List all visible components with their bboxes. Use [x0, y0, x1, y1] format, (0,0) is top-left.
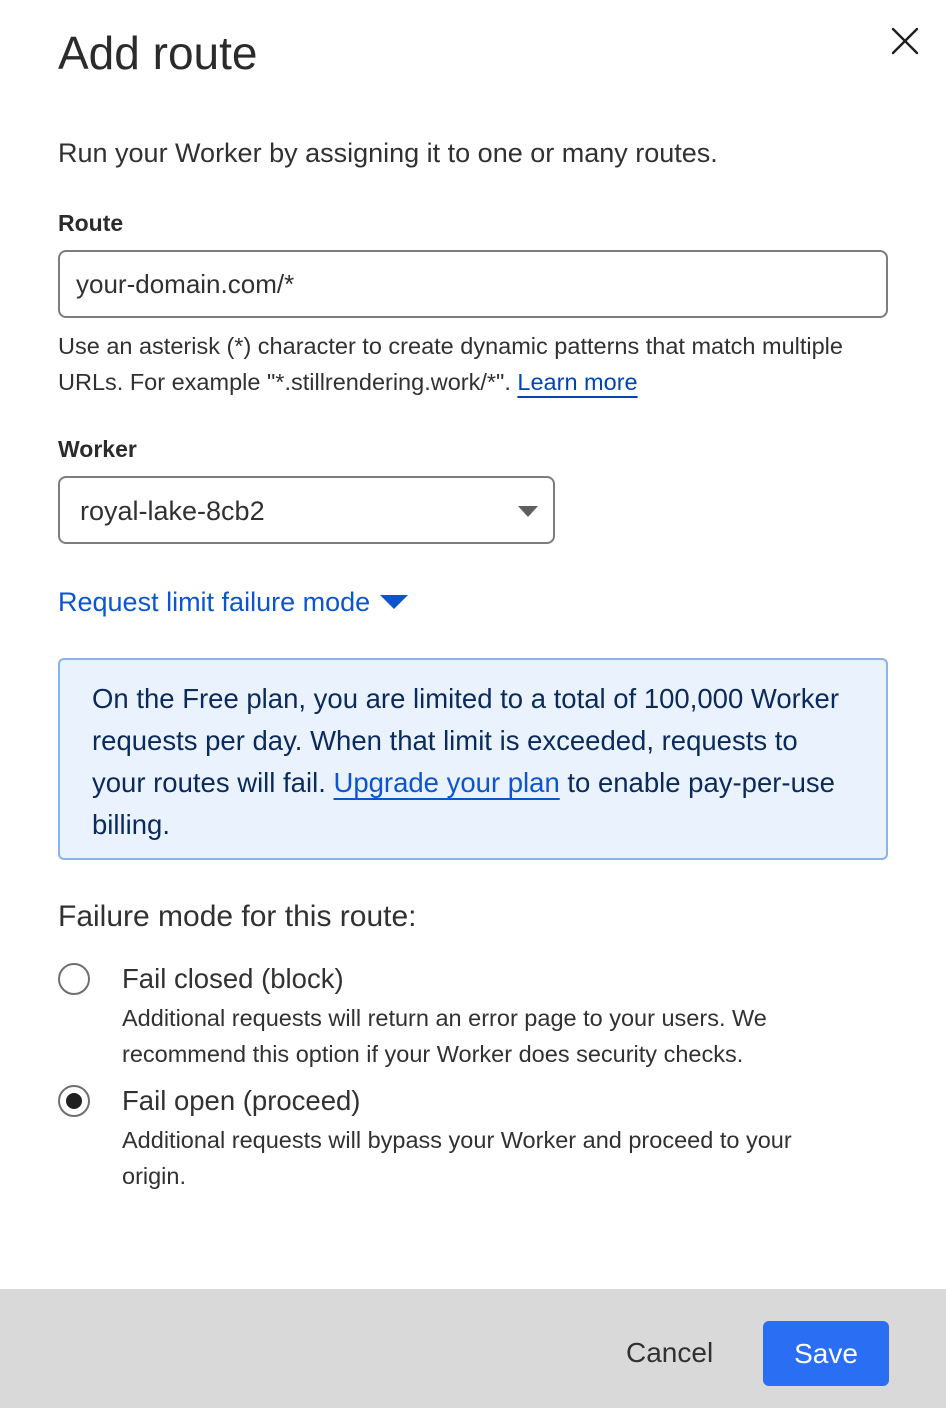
route-hint	[58, 328, 888, 400]
fail-open-radio[interactable]	[58, 1085, 90, 1117]
failure-mode-heading: Failure mode for this route:	[58, 900, 417, 933]
fail-open-label: Fail open (proceed)	[122, 1085, 361, 1116]
free-plan-info-box	[58, 658, 888, 860]
worker-select-value: royal-lake-8cb2	[80, 496, 265, 526]
upgrade-plan-link[interactable]: Upgrade your plan	[333, 767, 560, 798]
route-input[interactable]	[58, 250, 888, 318]
cancel-button[interactable]: Cancel	[608, 1321, 731, 1385]
fail-closed-label: Fail closed (block)	[122, 963, 344, 994]
close-button[interactable]	[884, 20, 926, 62]
close-icon	[884, 20, 926, 62]
dialog-title: Add route	[58, 27, 258, 79]
route-label: Route	[58, 210, 124, 236]
info-text-end: to enable pay-per-use billing.	[92, 767, 835, 840]
learn-more-link[interactable]: Learn more	[517, 369, 638, 395]
fail-closed-radio[interactable]	[58, 963, 90, 995]
caret-down-icon	[380, 594, 408, 610]
worker-label: Worker	[58, 436, 137, 462]
route-hint-text: Use an asterisk (*) character to create dynamic patterns that match multiple URLs. For example "*.stillrendering.work/*".	[58, 333, 843, 395]
caret-down-icon	[518, 506, 538, 518]
dialog-intro: Run your Worker by assigning it to one or many routes.	[58, 138, 718, 168]
fail-open-description: Additional requests will bypass your Worker and proceed to your origin.	[122, 1127, 792, 1189]
request-limit-failure-mode-label: Request limit failure mode	[58, 587, 371, 617]
info-text: On the Free plan, you are limited to a total of 100,000 Worker requests per day. When that limit is exceeded, requests to your routes will fail.	[92, 683, 839, 798]
fail-closed-description: Additional requests will return an error page to your users. We recommend this option if your Worker does security checks.	[122, 1005, 767, 1067]
request-limit-failure-mode-toggle[interactable]	[58, 584, 408, 620]
dialog-footer	[0, 1289, 946, 1408]
save-button[interactable]: Save	[763, 1321, 889, 1386]
worker-select[interactable]	[58, 476, 555, 544]
